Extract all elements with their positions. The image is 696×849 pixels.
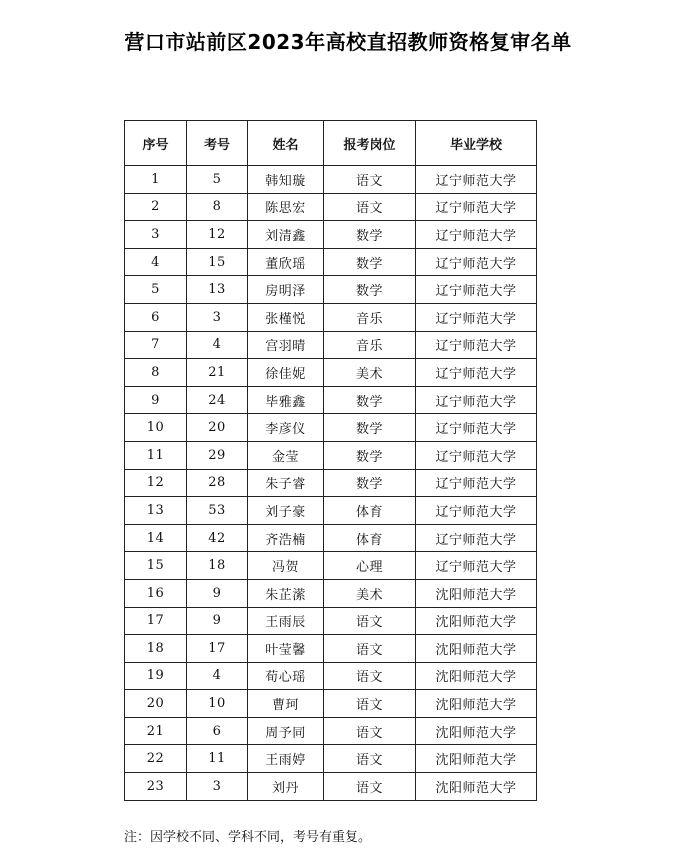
- cell-name: 叶莹馨: [248, 635, 324, 663]
- cell-school: 辽宁师范大学: [416, 303, 537, 331]
- cell-seq: 11: [125, 441, 187, 469]
- table-row: [125, 524, 537, 552]
- table-body: [125, 166, 537, 801]
- cell-seq: 3: [125, 221, 187, 249]
- cell-name: 王雨婷: [248, 745, 324, 773]
- cell-exam-no: 53: [187, 497, 248, 525]
- cell-position: 数学: [324, 248, 416, 276]
- cell-position: 数学: [324, 441, 416, 469]
- table-row: [125, 469, 537, 497]
- cell-seq: 6: [125, 303, 187, 331]
- table-row: [125, 635, 537, 663]
- cell-school: 沈阳师范大学: [416, 579, 537, 607]
- table-row: [125, 193, 537, 221]
- cell-name: 周予同: [248, 717, 324, 745]
- cell-position: 体育: [324, 497, 416, 525]
- cell-name: 王雨辰: [248, 607, 324, 635]
- cell-school: 沈阳师范大学: [416, 607, 537, 635]
- cell-school: 沈阳师范大学: [416, 662, 537, 690]
- cell-seq: 23: [125, 773, 187, 801]
- table-row: [125, 717, 537, 745]
- cell-name: 李彦仪: [248, 414, 324, 442]
- footnote: 注：因学校不同、学科不同，考号有重复。: [124, 830, 372, 845]
- table-row: [125, 414, 537, 442]
- cell-seq: 7: [125, 331, 187, 359]
- table-row: [125, 166, 537, 194]
- cell-seq: 1: [125, 166, 187, 194]
- cell-seq: 4: [125, 248, 187, 276]
- cell-seq: 22: [125, 745, 187, 773]
- header-school: 毕业学校: [416, 121, 537, 166]
- cell-exam-no: 3: [187, 773, 248, 801]
- header-seq: 序号: [125, 121, 187, 166]
- cell-exam-no: 15: [187, 248, 248, 276]
- cell-school: 沈阳师范大学: [416, 635, 537, 663]
- cell-school: 辽宁师范大学: [416, 166, 537, 194]
- cell-name: 刘丹: [248, 773, 324, 801]
- cell-position: 语文: [324, 717, 416, 745]
- cell-position: 语文: [324, 662, 416, 690]
- cell-position: 语文: [324, 166, 416, 194]
- cell-school: 辽宁师范大学: [416, 497, 537, 525]
- cell-school: 辽宁师范大学: [416, 469, 537, 497]
- table-row: [125, 607, 537, 635]
- cell-position: 数学: [324, 469, 416, 497]
- cell-name: 毕雅鑫: [248, 386, 324, 414]
- cell-position: 语文: [324, 745, 416, 773]
- header-position: 报考岗位: [324, 121, 416, 166]
- cell-seq: 13: [125, 497, 187, 525]
- table-header-row: [125, 121, 537, 166]
- cell-name: 荀心瑶: [248, 662, 324, 690]
- cell-position: 体育: [324, 524, 416, 552]
- cell-exam-no: 11: [187, 745, 248, 773]
- cell-school: 辽宁师范大学: [416, 524, 537, 552]
- cell-exam-no: 18: [187, 552, 248, 580]
- cell-position: 数学: [324, 276, 416, 304]
- cell-exam-no: 4: [187, 331, 248, 359]
- cell-position: 语文: [324, 607, 416, 635]
- cell-exam-no: 29: [187, 441, 248, 469]
- cell-school: 辽宁师范大学: [416, 552, 537, 580]
- cell-school: 沈阳师范大学: [416, 717, 537, 745]
- cell-seq: 20: [125, 690, 187, 718]
- header-name: 姓名: [248, 121, 324, 166]
- cell-name: 刘清鑫: [248, 221, 324, 249]
- cell-position: 语文: [324, 193, 416, 221]
- table-row: [125, 497, 537, 525]
- cell-school: 辽宁师范大学: [416, 221, 537, 249]
- cell-name: 陈思宏: [248, 193, 324, 221]
- cell-position: 语文: [324, 690, 416, 718]
- cell-position: 音乐: [324, 331, 416, 359]
- cell-name: 韩知璇: [248, 166, 324, 194]
- table-row: [125, 303, 537, 331]
- cell-school: 辽宁师范大学: [416, 248, 537, 276]
- table-row: [125, 690, 537, 718]
- table-row: [125, 552, 537, 580]
- cell-seq: 10: [125, 414, 187, 442]
- cell-name: 朱芷潆: [248, 579, 324, 607]
- cell-seq: 14: [125, 524, 187, 552]
- page-title: 营口市站前区2023年高校直招教师资格复审名单: [124, 30, 572, 54]
- cell-name: 冯贺: [248, 552, 324, 580]
- cell-position: 数学: [324, 386, 416, 414]
- cell-name: 齐浩楠: [248, 524, 324, 552]
- table-row: [125, 579, 537, 607]
- cell-school: 辽宁师范大学: [416, 441, 537, 469]
- cell-school: 辽宁师范大学: [416, 193, 537, 221]
- cell-school: 沈阳师范大学: [416, 773, 537, 801]
- cell-seq: 8: [125, 359, 187, 387]
- cell-exam-no: 3: [187, 303, 248, 331]
- cell-name: 金莹: [248, 441, 324, 469]
- cell-exam-no: 28: [187, 469, 248, 497]
- cell-school: 沈阳师范大学: [416, 690, 537, 718]
- cell-name: 房明泽: [248, 276, 324, 304]
- table-row: [125, 745, 537, 773]
- table-row: [125, 359, 537, 387]
- cell-position: 数学: [324, 414, 416, 442]
- cell-name: 曹珂: [248, 690, 324, 718]
- cell-exam-no: 42: [187, 524, 248, 552]
- cell-seq: 2: [125, 193, 187, 221]
- cell-exam-no: 13: [187, 276, 248, 304]
- cell-position: 音乐: [324, 303, 416, 331]
- cell-school: 辽宁师范大学: [416, 414, 537, 442]
- table-row: [125, 662, 537, 690]
- table-row: [125, 441, 537, 469]
- candidate-table: [124, 120, 537, 801]
- cell-exam-no: 4: [187, 662, 248, 690]
- cell-school: 辽宁师范大学: [416, 331, 537, 359]
- cell-school: 辽宁师范大学: [416, 386, 537, 414]
- cell-position: 心理: [324, 552, 416, 580]
- cell-position: 语文: [324, 773, 416, 801]
- cell-position: 美术: [324, 359, 416, 387]
- table-row: [125, 773, 537, 801]
- cell-name: 徐佳妮: [248, 359, 324, 387]
- cell-exam-no: 17: [187, 635, 248, 663]
- cell-name: 董欣瑶: [248, 248, 324, 276]
- table-row: [125, 331, 537, 359]
- cell-seq: 5: [125, 276, 187, 304]
- header-exam-no: 考号: [187, 121, 248, 166]
- table-row: [125, 386, 537, 414]
- cell-exam-no: 6: [187, 717, 248, 745]
- table-row: [125, 248, 537, 276]
- cell-seq: 18: [125, 635, 187, 663]
- cell-exam-no: 8: [187, 193, 248, 221]
- cell-name: 张槿悦: [248, 303, 324, 331]
- cell-seq: 16: [125, 579, 187, 607]
- cell-seq: 21: [125, 717, 187, 745]
- cell-position: 语文: [324, 635, 416, 663]
- cell-school: 沈阳师范大学: [416, 745, 537, 773]
- cell-seq: 12: [125, 469, 187, 497]
- cell-exam-no: 9: [187, 607, 248, 635]
- table-row: [125, 276, 537, 304]
- cell-position: 美术: [324, 579, 416, 607]
- cell-exam-no: 9: [187, 579, 248, 607]
- cell-seq: 17: [125, 607, 187, 635]
- table-row: [125, 221, 537, 249]
- cell-exam-no: 20: [187, 414, 248, 442]
- cell-exam-no: 12: [187, 221, 248, 249]
- cell-name: 刘子豪: [248, 497, 324, 525]
- cell-seq: 9: [125, 386, 187, 414]
- cell-exam-no: 21: [187, 359, 248, 387]
- cell-exam-no: 5: [187, 166, 248, 194]
- cell-exam-no: 24: [187, 386, 248, 414]
- cell-name: 宫羽晴: [248, 331, 324, 359]
- cell-school: 辽宁师范大学: [416, 276, 537, 304]
- cell-seq: 15: [125, 552, 187, 580]
- cell-seq: 19: [125, 662, 187, 690]
- cell-exam-no: 10: [187, 690, 248, 718]
- cell-name: 朱子睿: [248, 469, 324, 497]
- cell-school: 辽宁师范大学: [416, 359, 537, 387]
- cell-position: 数学: [324, 221, 416, 249]
